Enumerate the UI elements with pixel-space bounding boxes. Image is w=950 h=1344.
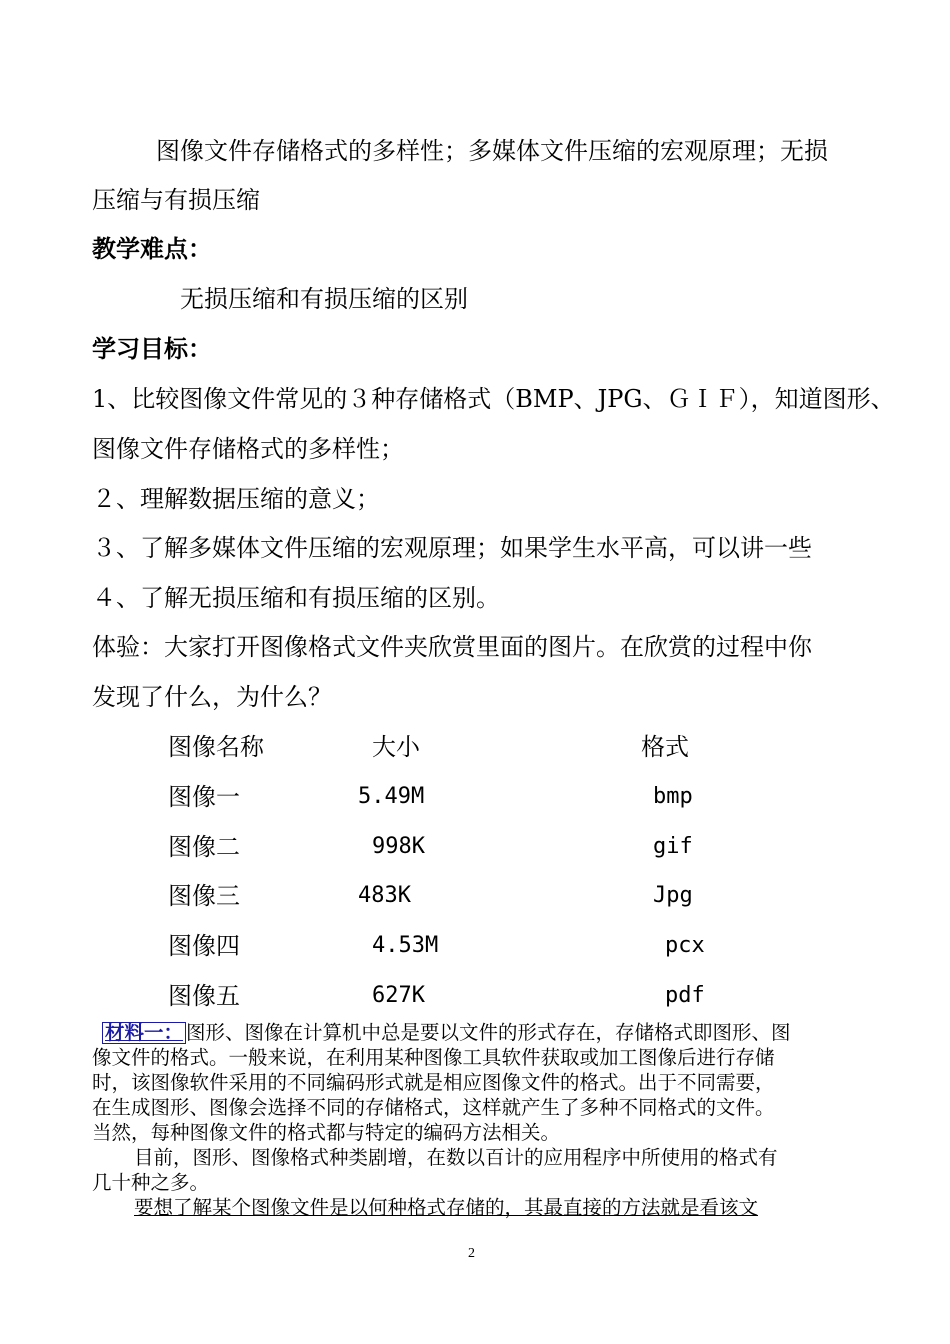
table-cell-format: pcx xyxy=(665,933,705,958)
table-header: 格式 xyxy=(641,733,689,761)
objective-item: ４、了解无损压缩和有损压缩的区别。 xyxy=(92,584,500,612)
table-cell-format: Jpg xyxy=(653,883,693,908)
table-header: 图像名称 xyxy=(168,733,264,761)
table-cell-format: pdf xyxy=(665,983,705,1008)
table-cell-size: 4.53M xyxy=(372,933,439,958)
material-line-underlined: 要想了解某个图像文件是以何种格式存储的，其最直接的方法就是看该文 xyxy=(134,1196,759,1219)
material-line: 几十种之多。 xyxy=(92,1171,210,1194)
table-cell-name: 图像四 xyxy=(168,932,240,960)
body-line: 压缩与有损压缩 xyxy=(92,186,260,214)
table-cell-name: 图像二 xyxy=(168,833,240,861)
table-cell-size: 483K xyxy=(358,883,411,908)
body-line: 发现了什么，为什么？ xyxy=(92,683,332,711)
material-line: 图形、图像在计算机中总是要以文件的形式存在，存储格式即图形、图 xyxy=(186,1021,791,1044)
material-line: 目前，图形、图像格式种类剧增，在数以百计的应用程序中所使用的格式有 xyxy=(134,1146,778,1169)
table-cell-size: 5.49M xyxy=(358,784,425,809)
table-header: 大小 xyxy=(372,733,420,761)
material-first-line xyxy=(102,1021,791,1045)
table-cell-size: 627K xyxy=(372,983,425,1008)
material-line: 像文件的格式。一般来说，在利用某种图像工具软件获取或加工图像后进行存储 xyxy=(92,1046,775,1069)
material-tag: 材料一： xyxy=(102,1022,186,1044)
material-line: 时，该图像软件采用的不同编码形式就是相应图像文件的格式。出于不同需要， xyxy=(92,1071,775,1094)
body-line: 图像文件存储格式的多样性；多媒体文件压缩的宏观原理；无损 xyxy=(156,137,828,165)
table-cell-name: 图像三 xyxy=(168,882,240,910)
table-cell-format: bmp xyxy=(653,784,693,809)
body-line: 体验：大家打开图像格式文件夹欣赏里面的图片。在欣赏的过程中你 xyxy=(92,633,812,661)
objective-item: ３、了解多媒体文件压缩的宏观原理；如果学生水平高，可以讲一些 xyxy=(92,534,812,562)
section-heading: 教学难点： xyxy=(92,235,212,263)
body-line: 无损压缩和有损压缩的区别 xyxy=(180,285,468,313)
section-heading: 学习目标： xyxy=(92,335,212,363)
table-cell-format: gif xyxy=(653,834,693,859)
objective-item: 1、比较图像文件常见的３种存储格式（BMP、JPG、ＧＩＦ），知道图形、 xyxy=(92,385,895,413)
material-line: 在生成图形、图像会选择不同的存储格式，这样就产生了多种不同格式的文件。 xyxy=(92,1096,775,1119)
table-cell-name: 图像五 xyxy=(168,982,240,1010)
table-cell-name: 图像一 xyxy=(168,783,240,811)
table-cell-size: 998K xyxy=(372,834,425,859)
body-line: 图像文件存储格式的多样性； xyxy=(92,435,404,463)
objective-item: ２、理解数据压缩的意义； xyxy=(92,485,380,513)
material-line: 当然，每种图像文件的格式都与特定的编码方法相关。 xyxy=(92,1121,561,1144)
page-number: 2 xyxy=(468,1246,475,1261)
